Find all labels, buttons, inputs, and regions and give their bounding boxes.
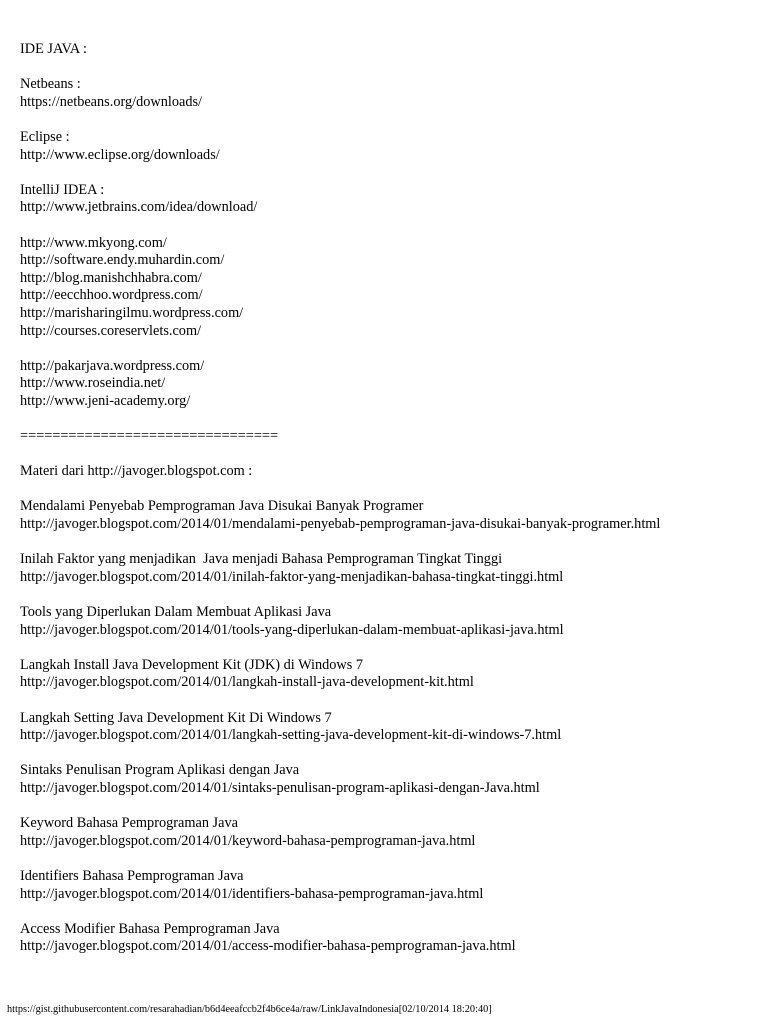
link-item: http://www.jeni-academy.org/ [20, 392, 191, 409]
link-item: http://courses.coreservlets.com/ [20, 322, 202, 339]
spacer [20, 534, 760, 552]
link-item: http://www.roseindia.net/ [20, 375, 166, 392]
spacer [20, 340, 760, 358]
ide-name-netbeans: Netbeans : [20, 76, 81, 93]
ide-url-eclipse: http://www.eclipse.org/downloads/ [20, 146, 220, 163]
spacer [20, 586, 760, 604]
spacer [20, 745, 760, 763]
article-url: http://javoger.blogspot.com/2014/01/langkah-install-java-development-kit.html [20, 674, 474, 691]
separator-line: ================================ [20, 428, 279, 445]
spacer [20, 692, 760, 710]
ide-name-eclipse: Eclipse : [20, 128, 70, 145]
materi-heading: Materi dari http://javoger.blogspot.com : [20, 463, 253, 480]
ide-name-intellij: IntelliJ IDEA : [20, 181, 105, 198]
print-footer: https://gist.githubusercontent.com/resarahadian/b6d4eeafccb2f4b6ce4a/raw/LinkJavaIndonesia[02/10/2014 18:20:40] [7, 1004, 492, 1015]
spacer [20, 446, 760, 464]
article-title: Langkah Setting Java Development Kit Di Windows 7 [20, 709, 332, 726]
article-title: Access Modifier Bahasa Pemprograman Java [20, 920, 280, 937]
article-title: Mendalami Penyebab Pemprograman Java Disukai Banyak Programer [20, 498, 424, 515]
spacer [20, 111, 760, 129]
article-url: http://javoger.blogspot.com/2014/01/sintaks-penulisan-program-aplikasi-dengan-Java.html [20, 779, 540, 796]
ide-url-intellij: http://www.jetbrains.com/idea/download/ [20, 199, 258, 216]
article-url: http://javoger.blogspot.com/2014/01/langkah-setting-java-development-kit-di-windows-7.html [20, 727, 562, 744]
link-item: http://eecchhoo.wordpress.com/ [20, 287, 203, 304]
spacer [20, 481, 760, 499]
article-title: Inilah Faktor yang menjadikan Java menjadi Bahasa Pemprograman Tingkat Tinggi [20, 551, 503, 568]
link-item: http://www.mkyong.com/ [20, 234, 167, 251]
article-title: Keyword Bahasa Pemprograman Java [20, 815, 238, 832]
article-url: http://javoger.blogspot.com/2014/01/inilah-faktor-yang-menjadikan-bahasa-tingkat-tinggi.html [20, 568, 564, 585]
spacer [20, 798, 760, 816]
spacer [20, 639, 760, 657]
link-item: http://marisharingilmu.wordpress.com/ [20, 304, 244, 321]
link-item: http://pakarjava.wordpress.com/ [20, 357, 205, 374]
ide-url-netbeans: https://netbeans.org/downloads/ [20, 93, 203, 110]
spacer [20, 59, 760, 77]
link-item: http://blog.manishchhabra.com/ [20, 269, 202, 286]
spacer [20, 410, 760, 428]
article-url: http://javoger.blogspot.com/2014/01/access-modifier-bahasa-pemprograman-java.html [20, 938, 516, 955]
link-item: http://software.endy.muhardin.com/ [20, 252, 225, 269]
article-title: Sintaks Penulisan Program Aplikasi dengan Java [20, 762, 300, 779]
spacer [20, 850, 760, 868]
article-url: http://javoger.blogspot.com/2014/01/keyword-bahasa-pemprograman-java.html [20, 832, 476, 849]
spacer [20, 217, 760, 235]
article-title: Langkah Install Java Development Kit (JDK) di Windows 7 [20, 656, 364, 673]
article-title: Identifiers Bahasa Pemprograman Java [20, 867, 244, 884]
spacer [20, 164, 760, 182]
spacer [20, 903, 760, 921]
document-body [20, 41, 760, 956]
article-url: http://javoger.blogspot.com/2014/01/identifiers-bahasa-pemprograman-java.html [20, 885, 484, 902]
article-title: Tools yang Diperlukan Dalam Membuat Aplikasi Java [20, 604, 332, 620]
article-url: http://javoger.blogspot.com/2014/01/tools-yang-diperlukan-dalam-membuat-aplikasi-java.html [20, 621, 564, 638]
ide-heading: IDE JAVA : [20, 41, 88, 57]
article-url: http://javoger.blogspot.com/2014/01/mendalami-penyebab-pemprograman-java-disukai-banyak-programer.html [20, 516, 661, 533]
